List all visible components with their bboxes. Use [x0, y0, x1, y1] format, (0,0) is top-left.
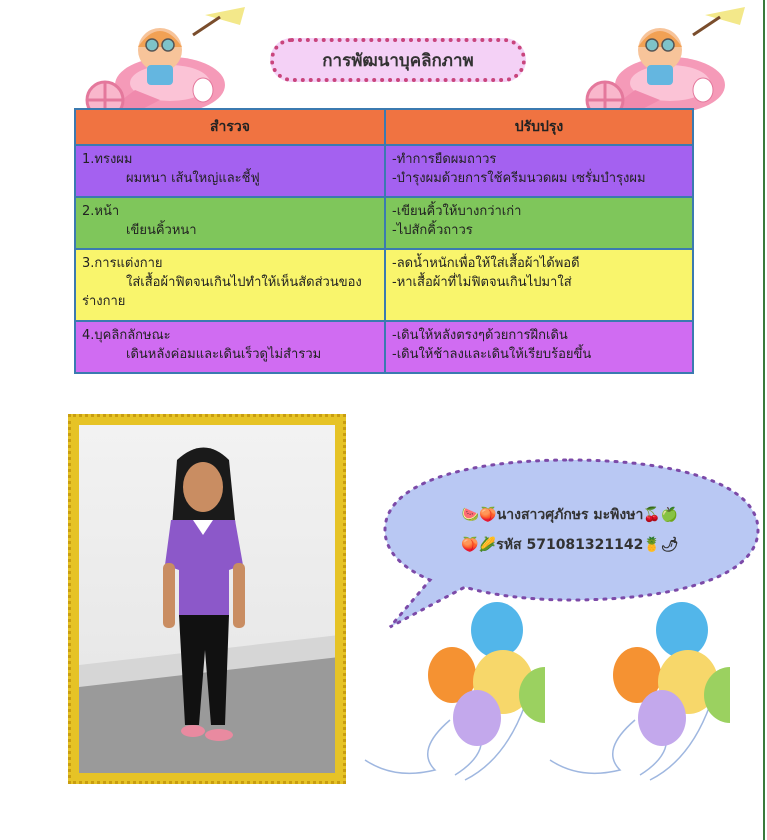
table-row — [75, 249, 693, 321]
fruit-watermelon-peach-icon: 🍉🍑 — [461, 507, 497, 523]
student-id: รหัส 571081321142 — [496, 537, 644, 553]
survey-title: 4.บุคลิกลักษณะ — [82, 328, 171, 343]
improve-cell — [385, 145, 693, 197]
name-line — [380, 500, 760, 530]
person-figure-icon — [79, 425, 335, 773]
improve-cell — [385, 249, 693, 321]
fruit-peach-corn-icon: 🍑🌽 — [461, 537, 497, 553]
survey-cell — [75, 321, 385, 373]
page-title: การพัฒนาบุคลิกภาพ — [270, 38, 526, 82]
improve-item: -บำรุงผมด้วยการใช้ครีมนวดผม เซรั่มบำรุงผม — [392, 171, 646, 186]
improve-item: -เดินให้ช้าลงและเดินให้เรียบร้อยขึ้น — [392, 347, 592, 362]
survey-title: 1.ทรงผม — [82, 152, 133, 167]
improve-item: -เดินให้หลังตรงๆด้วยการฝึกเดิน — [392, 328, 568, 343]
personality-table — [74, 108, 694, 374]
survey-detail: เดินหลังค่อมและเดินเร็วดูไม่สำรวม — [126, 347, 322, 362]
survey-cell — [75, 197, 385, 249]
fruit-pineapple-pepper-icon: 🍍🌶 — [643, 537, 679, 553]
improve-cell — [385, 197, 693, 249]
improve-item: -เขียนคิ้วให้บางกว่าเก่า — [392, 204, 522, 219]
table-header-row — [75, 109, 693, 145]
table-row — [75, 197, 693, 249]
id-line — [380, 530, 760, 560]
survey-cell — [75, 249, 385, 321]
survey-title: 3.การแต่งกาย — [82, 256, 163, 271]
survey-cell — [75, 145, 385, 197]
survey-detail-continued: ร่างกาย — [82, 294, 126, 309]
survey-detail: เขียนคิ้วหนา — [126, 223, 197, 238]
photo-frame — [68, 414, 346, 784]
header-survey: สำรวจ — [75, 109, 385, 145]
student-photo — [79, 425, 335, 773]
header-improve: ปรับปรุง — [385, 109, 693, 145]
table-row — [75, 321, 693, 373]
improve-item: -ไปสักคิ้วถาวร — [392, 223, 473, 238]
improve-item: -หาเสื้อผ้าที่ไม่ฟิตจนเกินไปมาใส่ — [392, 275, 572, 290]
student-name: นางสาวศุภักษร มะพิงษา — [496, 507, 644, 523]
bubble-text — [380, 500, 760, 560]
survey-detail: ใส่เสื้อผ้าฟิตจนเกินไปทำให้เห็นสัดส่วนของ — [126, 275, 362, 290]
page-edge-line — [763, 0, 765, 840]
balloons-left-icon — [355, 600, 545, 790]
fruit-cherry-apple-icon: 🍒🍏 — [643, 507, 679, 523]
table-row — [75, 145, 693, 197]
improve-cell — [385, 321, 693, 373]
improve-item: -ทำการยืดผมถาวร — [392, 152, 497, 167]
balloons-right-icon — [540, 600, 730, 790]
survey-title: 2.หน้า — [82, 204, 120, 219]
survey-detail: ผมหนา เส้นใหญ่และชี้ฟู — [126, 171, 260, 186]
improve-item: -ลดน้ำหนักเพื่อให้ใส่เสื้อผ้าได้พอดี — [392, 256, 580, 271]
